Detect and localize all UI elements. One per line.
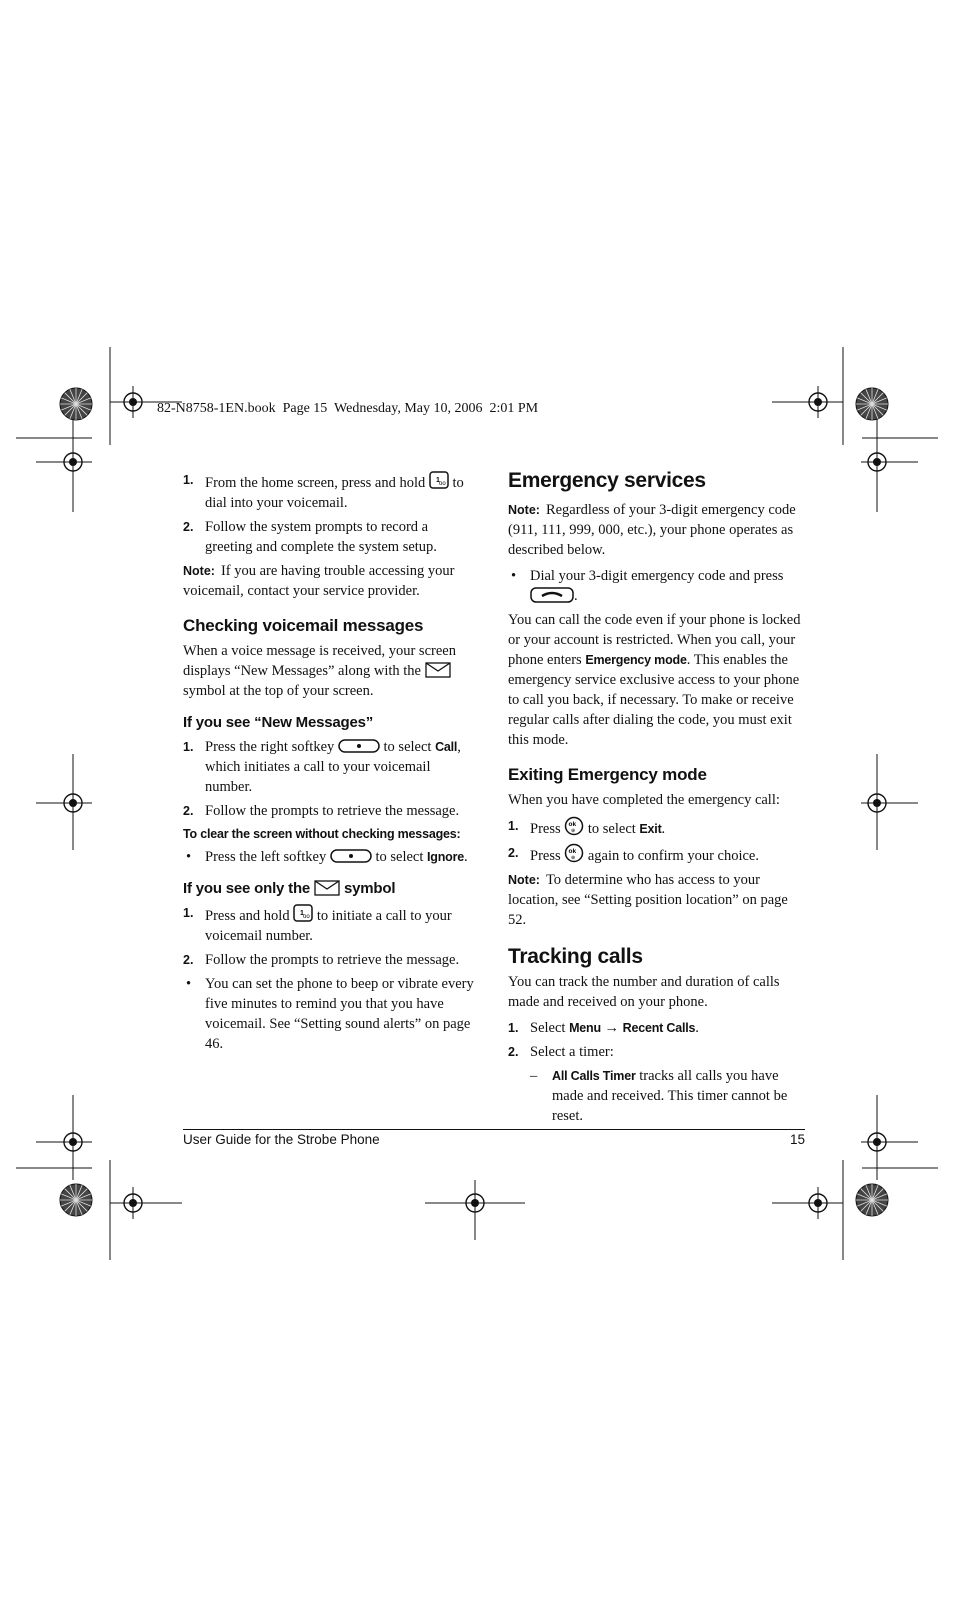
footer-title: User Guide for the Strobe Phone: [183, 1132, 380, 1147]
checking-voicemail-heading: Checking voicemail messages: [183, 616, 424, 635]
list-item: 1. Press the right softkey to select Call, which initiates a call to your voicemail number.: [183, 739, 461, 795]
send-key-icon: [530, 587, 574, 603]
right-column: [508, 468, 805, 1130]
book-header: 82-N8758-1EN.book Page 15 Wednesday, May 10, 2006 2:01 PM: [157, 401, 539, 416]
envelope-icon: [425, 662, 451, 678]
svg-text:oo: oo: [438, 481, 446, 487]
list-item: 2. Follow the prompts to retrieve the message.: [183, 952, 460, 968]
svg-text:oo: oo: [303, 914, 310, 920]
list-item: 2. Select a timer:: [508, 1044, 614, 1060]
only-symbol-heading: If you see only the symbol: [183, 880, 396, 897]
paragraph: You can call the code even if your phone is locked or your account is restricted. When you call, your phone enters Emergency mode. This enables the emergency service exclusive access to your phone to call you back, if necessary. To make or receive regular calls after dialing the code, you must exit this mode.: [508, 612, 801, 748]
svg-text:1: 1: [300, 910, 305, 917]
list-item: • Dial your 3-digit emergency code and press .: [511, 568, 784, 604]
emergency-services-heading: Emergency services: [508, 469, 706, 492]
voicemail-key-icon: [293, 903, 313, 923]
svg-text:ok: ok: [568, 848, 577, 855]
step-number: 1.: [183, 473, 194, 487]
list-item: 2. Press ok ⊕ again to confirm your choice.: [508, 843, 805, 866]
note: Note: To determine who has access to your location, see “Setting position location” on page 52.: [508, 872, 788, 928]
list-item: 2. Follow the system prompts to record a greeting and complete the system setup.: [183, 519, 437, 555]
page-number: 15: [789, 1132, 805, 1147]
note: Note: If you are having trouble accessing your voicemail, contact your service provider.: [183, 563, 455, 599]
list-item: 1. Select Menu → Recent Calls.: [508, 1020, 699, 1036]
note: Note: Regardless of your 3-digit emergency code (911, 111, 999, 000, etc.), your phone operates as described below.: [508, 502, 796, 558]
paragraph: When a voice message is received, your screen displays “New Messages” along with the symbol at the top of your screen.: [183, 643, 456, 699]
exiting-emergency-heading: Exiting Emergency mode: [508, 765, 707, 784]
envelope-icon: [314, 880, 340, 896]
ok-key-icon: [564, 843, 584, 863]
svg-text:ok: ok: [568, 821, 577, 828]
paragraph: When you have completed the emergency call:: [508, 792, 780, 808]
footer-rule: [183, 1129, 805, 1130]
svg-text:⊕: ⊕: [571, 855, 576, 861]
new-messages-heading: If you see “New Messages”: [183, 714, 374, 731]
list-item: 1. From the home screen, press and hold 1 oo to dial into your voicemail.: [183, 470, 478, 513]
ok-key-icon: [564, 816, 584, 836]
list-item: • Press the left softkey to select Ignore.: [186, 849, 468, 865]
list-item: 2. Follow the prompts to retrieve the message.: [183, 803, 460, 819]
clear-screen-heading: To clear the screen without checking messages:: [183, 827, 461, 841]
svg-text:1: 1: [435, 477, 440, 484]
paragraph: You can track the number and duration of calls made and received on your phone.: [508, 974, 780, 1010]
softkey-icon: [338, 738, 380, 754]
svg-text:⊕: ⊕: [571, 828, 576, 834]
list-item: 1. Press ok ⊕ to select Exit.: [508, 816, 805, 839]
arrow-icon: →: [604, 1020, 620, 1036]
list-item: – All Calls Timer tracks all calls you have made and received. This timer cannot be reset.: [530, 1068, 788, 1124]
tracking-calls-heading: Tracking calls: [508, 945, 643, 968]
softkey-icon: [330, 848, 372, 864]
left-column: [183, 470, 478, 1058]
voicemail-key-icon: [429, 470, 449, 490]
list-item: • You can set the phone to beep or vibrate every five minutes to remind you that you have voicemail. See “Setting sound alerts” on page 46.: [186, 976, 474, 1052]
list-item: 1. Press and hold 1 oo to initiate a call to your voicemail number.: [183, 903, 478, 946]
